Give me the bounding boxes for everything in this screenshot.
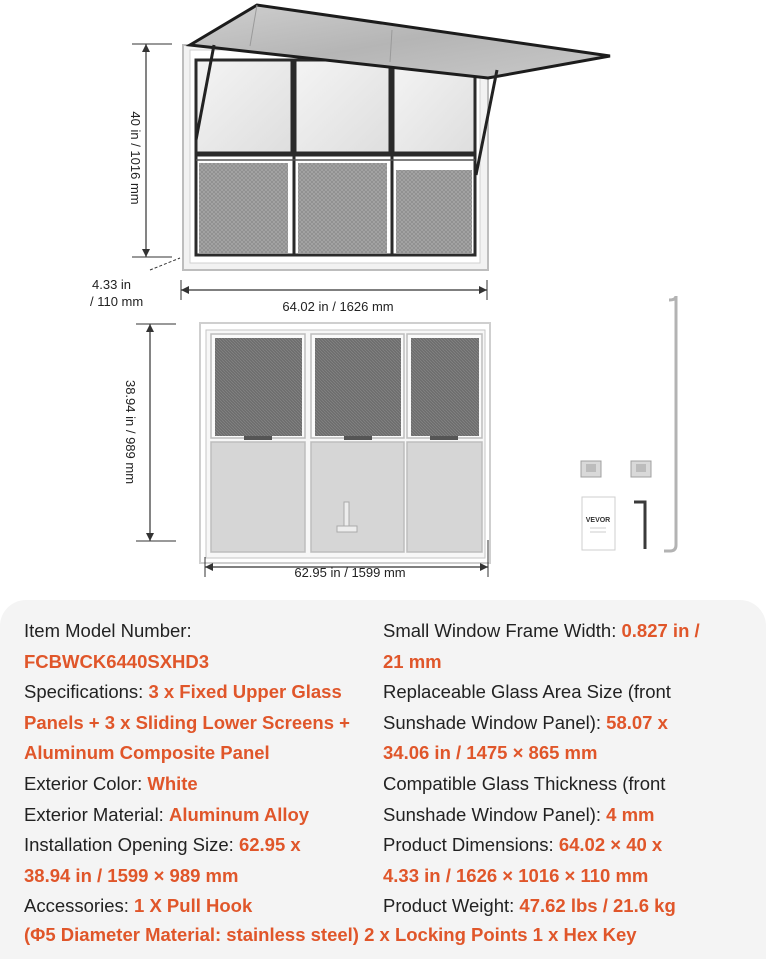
glass-area-value-2: 34.06 in / 1475 × 865 mm xyxy=(383,742,598,764)
product-dimensions-value-2: 4.33 in / 1626 × 1016 × 110 mm xyxy=(383,864,649,886)
frame-width-value-2: 21 mm xyxy=(383,650,442,672)
locking-point-icon xyxy=(631,461,651,477)
glass-area-label-2: Sunshade Window Panel): xyxy=(383,711,602,733)
product-weight-value: 47.62 lbs / 21.6 kg xyxy=(519,895,676,917)
model-value: FCBWCK6440SXHD3 xyxy=(24,650,210,672)
spec-value-2: Panels + 3 x Sliding Lower Screens + xyxy=(24,711,350,733)
material-value: Aluminum Alloy xyxy=(168,803,310,825)
product-dimensions-label: Product Dimensions: xyxy=(383,834,554,856)
glass-thickness-label-1: Compatible Glass Thickness (front xyxy=(383,772,666,794)
spec-column-left xyxy=(24,616,374,922)
window-height-label: 38.94 in / 989 mm xyxy=(123,379,138,485)
opening-value-1: 62.95 x xyxy=(238,834,301,856)
spec-value-1: 3 x Fixed Upper Glass xyxy=(148,681,342,703)
hex-key-icon xyxy=(634,502,645,549)
accessories-illustration xyxy=(581,296,676,551)
model-label: Item Model Number: xyxy=(24,620,192,641)
spec-label: Specifications: xyxy=(24,681,144,703)
pull-hook-icon xyxy=(664,296,676,551)
awning-width-label: 64.02 in / 1626 mm xyxy=(282,299,394,314)
dimension-window-height xyxy=(123,324,176,541)
frame-width-label: Small Window Frame Width: xyxy=(383,620,617,641)
spec-column-right xyxy=(383,616,753,922)
specifications-panel xyxy=(0,600,766,959)
glass-thickness-label-2: Sunshade Window Panel): xyxy=(383,803,602,825)
frame-width-value-1: 0.827 in / xyxy=(621,620,700,641)
window-width-label: 62.95 in / 1599 mm xyxy=(294,565,406,580)
glass-area-value-1: 58.07 x xyxy=(606,711,668,733)
material-label: Exterior Material: xyxy=(24,803,164,825)
color-value: White xyxy=(147,772,198,794)
manual-brand-label: VEVOR xyxy=(585,517,611,524)
awning-depth-in-label: 4.33 in xyxy=(92,277,132,292)
dimension-awning-depth xyxy=(90,258,180,309)
color-label: Exterior Color: xyxy=(24,772,143,794)
spec-value-3: Aluminum Composite Panel xyxy=(24,742,270,764)
glass-area-label-1: Replaceable Glass Area Size (front xyxy=(383,681,671,703)
product-weight-label: Product Weight: xyxy=(383,895,515,917)
dimension-awning-height xyxy=(128,44,172,257)
accessories-value-1: 1 X Pull Hook xyxy=(134,895,253,917)
product-dimensions-value-1: 64.02 × 40 x xyxy=(558,834,663,856)
manual-icon xyxy=(582,497,615,550)
opening-value-2: 38.94 in / 1599 × 989 mm xyxy=(24,864,239,886)
glass-thickness-value: 4 mm xyxy=(606,803,655,825)
locking-point-icon xyxy=(581,461,601,477)
awning-window-illustration xyxy=(183,5,610,270)
dimension-awning-width xyxy=(181,280,487,314)
accessories-label: Accessories: xyxy=(24,895,129,917)
opening-label: Installation Opening Size: xyxy=(24,834,234,856)
front-window-illustration xyxy=(200,323,490,563)
accessories-value-2: (Φ5 Diameter Material: stainless steel) 2 x Locking Points 1 x Hex Key xyxy=(24,924,637,945)
awning-height-label: 40 in / 1016 mm xyxy=(128,111,143,205)
awning-depth-mm-label: / 110 mm xyxy=(90,294,144,309)
